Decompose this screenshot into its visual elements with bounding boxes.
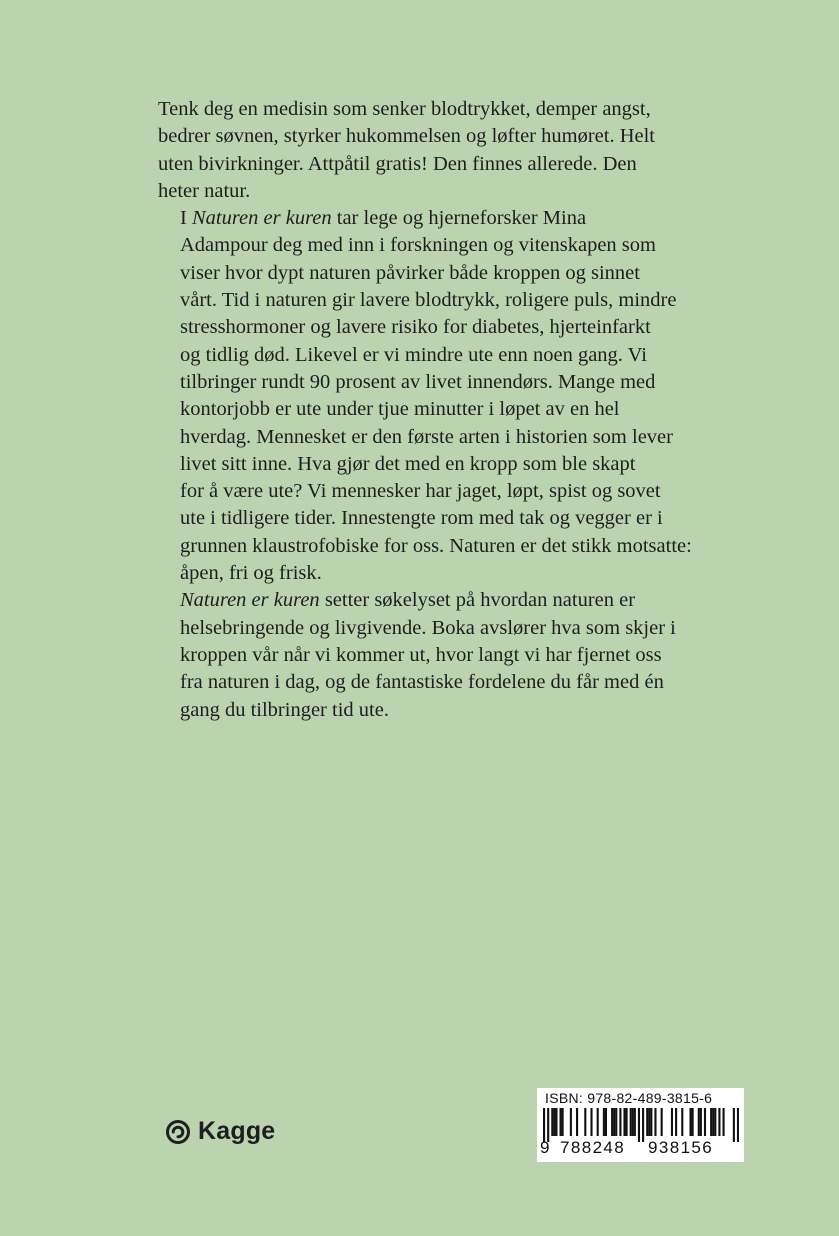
barcode-bar xyxy=(733,1108,735,1142)
barcode-bar xyxy=(689,1108,691,1136)
blurb-line: fra naturen i dag, og de fantastiske fordelene du får med én xyxy=(180,671,664,694)
blurb-line: stresshormoner og lavere risiko for diabetes, hjerteinfarkt xyxy=(180,316,651,339)
blurb-paragraph-1 xyxy=(158,96,688,205)
blurb-paragraph-3 xyxy=(158,587,688,723)
barcode-bar xyxy=(619,1108,621,1136)
barcode-bar xyxy=(704,1108,706,1136)
blurb-text: setter søkelyset på hvordan naturen er xyxy=(319,589,636,612)
blurb-line: åpen, fri og frisk. xyxy=(180,562,322,585)
barcode-bar xyxy=(654,1108,656,1136)
barcode-bar xyxy=(570,1108,572,1136)
barcode-bar xyxy=(648,1108,650,1136)
blurb-line: grunnen klaustrofobiske for oss. Naturen er det stikk motsatte: xyxy=(180,534,692,557)
barcode-bar xyxy=(560,1108,562,1136)
blurb-line: viser hvor dypt naturen påvirker både kroppen og sinnet xyxy=(180,261,640,284)
barcode-bar xyxy=(623,1108,625,1136)
blurb-line: uten bivirkninger. Attpåtil gratis! Den finnes allerede. Den xyxy=(158,152,637,175)
blurb-line: bedrer søvnen, styrker hukommelsen og løfter humøret. Helt xyxy=(158,125,655,148)
barcode-bar xyxy=(576,1108,578,1136)
isbn-label: ISBN: 978-82-489-3815-6 xyxy=(545,1090,713,1106)
barcode-bar xyxy=(710,1108,712,1136)
barcode-bar xyxy=(547,1108,549,1142)
blurb-line: kontorjobb er ute under tjue minutter i løpet av en hel xyxy=(180,398,620,421)
blurb-line: hverdag. Mennesket er den første arten i historien som lever xyxy=(180,425,673,448)
blurb-line xyxy=(158,587,688,614)
blurb-line: for å være ute? Vi mennesker har jaget, løpt, spist og sovet xyxy=(180,480,661,503)
barcode-bar xyxy=(551,1108,553,1136)
blurb-line: og tidlig død. Likevel er vi mindre ute enn noen gang. Vi xyxy=(180,343,647,366)
barcode-bar xyxy=(611,1108,613,1136)
blurb-line: heter natur. xyxy=(158,179,251,202)
isbn-barcode xyxy=(537,1088,744,1162)
barcode-bar xyxy=(722,1108,724,1136)
blurb-line: kroppen vår når vi kommer ut, hvor langt vi har fjernet oss xyxy=(180,643,662,666)
barcode-bar xyxy=(675,1108,677,1136)
barcode-bar xyxy=(638,1108,640,1142)
barcode-bar xyxy=(553,1108,555,1136)
barcode-bar xyxy=(650,1108,652,1136)
barcode-bar xyxy=(718,1108,720,1136)
barcode-bar xyxy=(634,1108,636,1136)
blurb-line: Tenk deg en medisin som senker blodtrykket, demper angst, xyxy=(158,98,651,120)
barcode-bar xyxy=(584,1108,586,1136)
barcode-bar xyxy=(590,1108,592,1136)
blurb-line xyxy=(158,205,688,232)
barcode-bar xyxy=(646,1108,648,1136)
barcode-bar xyxy=(700,1108,702,1136)
publisher-name: Kagge xyxy=(198,1117,276,1145)
barcode-bar xyxy=(562,1108,564,1136)
barcode-bar xyxy=(692,1108,694,1136)
spiral-icon xyxy=(165,1119,191,1145)
barcode-bar xyxy=(671,1108,673,1136)
blurb-text: I xyxy=(180,207,192,230)
back-cover-blurb xyxy=(158,96,692,724)
barcode-bar xyxy=(626,1108,628,1136)
barcode-bars xyxy=(543,1108,739,1142)
barcode-bar xyxy=(555,1108,557,1136)
blurb-line: ute i tidligere tider. Innestengte rom med tak og vegger er i xyxy=(180,507,663,530)
barcode-bar xyxy=(605,1108,607,1136)
blurb-line: tilbringer rundt 90 prosent av livet innendørs. Mange med xyxy=(180,370,656,393)
barcode-bar xyxy=(642,1108,644,1142)
barcode-bar xyxy=(630,1108,632,1136)
barcode-bar xyxy=(543,1108,545,1142)
barcode-bar xyxy=(603,1108,605,1136)
blurb-line: livet sitt inne. Hva gjør det med en kropp som ble skapt xyxy=(180,452,636,475)
barcode-bar xyxy=(597,1108,599,1136)
barcode-bar xyxy=(698,1108,700,1136)
barcode-bar xyxy=(712,1108,714,1136)
barcode-digits-left: 788248 xyxy=(560,1138,626,1157)
book-title-italic: Naturen er kuren xyxy=(180,589,320,612)
barcode-bar xyxy=(681,1108,683,1136)
publisher-logo xyxy=(165,1117,275,1146)
blurb-line: helsebringende og livgivende. Boka avslører hva som skjer i xyxy=(180,616,676,639)
barcode-bar xyxy=(632,1108,634,1136)
blurb-text: tar lege og hjerneforsker Mina xyxy=(331,207,587,230)
barcode-bar xyxy=(661,1108,663,1136)
book-title-italic: Naturen er kuren xyxy=(191,207,332,230)
blurb-line: vårt. Tid i naturen gir lavere blodtrykk, roligere puls, mindre xyxy=(180,289,677,312)
barcode-digit-first: 9 xyxy=(540,1138,550,1157)
barcode-bar xyxy=(737,1108,739,1142)
barcode-bar xyxy=(714,1108,716,1136)
blurb-line: gang du tilbringer tid ute. xyxy=(180,698,389,721)
barcode-digits-right: 938156 xyxy=(648,1138,714,1157)
barcode-bar xyxy=(615,1108,617,1136)
blurb-line: Adampour deg med inn i forskningen og vitenskapen som xyxy=(180,234,656,257)
blurb-paragraph-2 xyxy=(158,205,692,587)
barcode-bar xyxy=(613,1108,615,1136)
